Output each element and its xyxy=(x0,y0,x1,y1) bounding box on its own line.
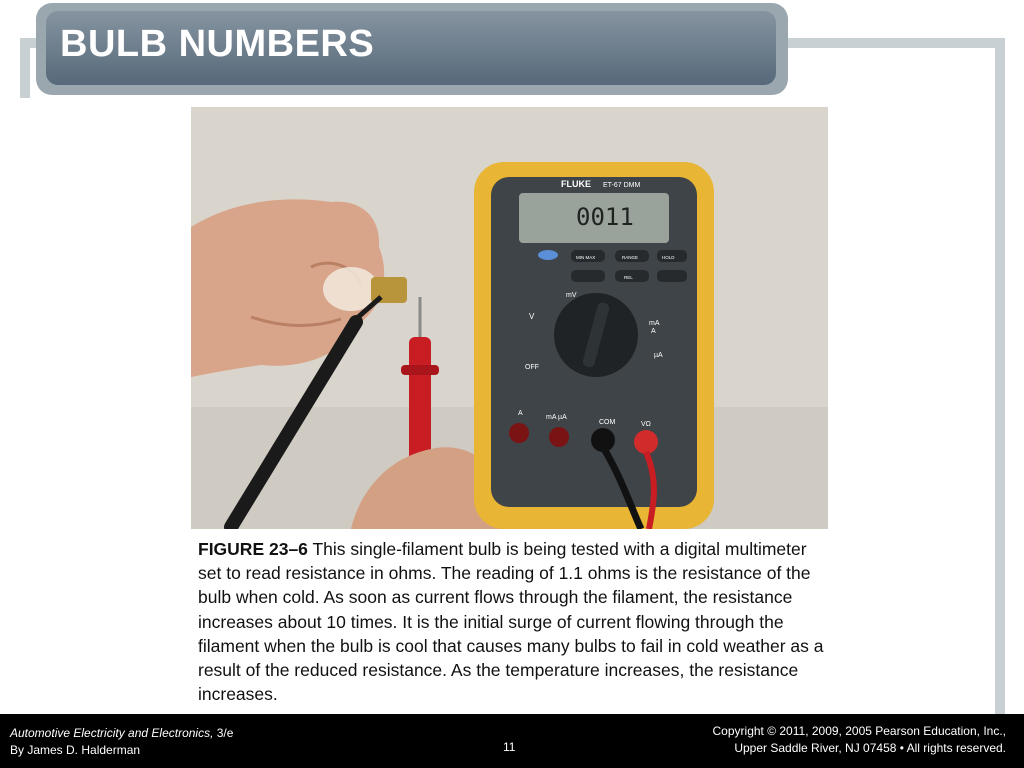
jack-vohm xyxy=(634,430,658,454)
jack-ma xyxy=(549,427,569,447)
slide-title: BULB NUMBERS xyxy=(60,23,375,65)
footer-page-number: 11 xyxy=(503,740,516,754)
footer-book-info xyxy=(10,725,233,759)
dial-ma-label: mA xyxy=(649,320,660,327)
figure-label: FIGURE 23–6 xyxy=(198,539,308,559)
dial-ua-label: µA xyxy=(654,352,663,359)
slide-frame-right xyxy=(995,38,1005,718)
dial-a-label: A xyxy=(651,328,656,335)
footer-book-title: Automotive Electricity and Electronics, xyxy=(10,726,214,740)
btn-hold-label: HOLD xyxy=(662,255,675,260)
footer-edition: 3/e xyxy=(213,726,234,740)
jack-a-label: A xyxy=(518,410,523,417)
figure-photo xyxy=(191,107,828,529)
footer-bar xyxy=(0,714,1024,768)
dial-v-label: V xyxy=(529,312,535,321)
btn-range-label: RANGE xyxy=(622,255,639,260)
jack-com-label: COM xyxy=(599,419,616,426)
dial-mv-label: mV xyxy=(566,292,577,299)
footer-author: By James D. Halderman xyxy=(10,743,141,757)
meter-brand: FLUKE xyxy=(561,179,591,189)
copyright-line-2: Upper Saddle River, NJ 07458 • All rights reserved. xyxy=(734,741,1006,755)
btn-rel-label: REL xyxy=(624,275,633,280)
jack-maua-label: mA µA xyxy=(546,414,567,421)
footer-copyright xyxy=(713,723,1006,757)
jack-a xyxy=(509,423,529,443)
figure-caption xyxy=(198,537,826,706)
slide-frame-left xyxy=(20,38,30,98)
meter-reading: 0011 xyxy=(576,203,634,231)
figure-caption-text: This single-filament bulb is being tested with a digital multimeter set to read resistance in ohms. The reading of 1.1 ohms is the resistance of the bulb when cold. As soon as current flows through the filament, the resistance increases about 10 times. It is the initial surge of current flowing through the filament when the bulb is cool that causes many bulbs to fail in cold weather as a result of the reduced resistance. As the temperature increases, the resistance increases. xyxy=(198,539,824,705)
meter-model: ET-67 DMM xyxy=(603,182,641,189)
dial-off-label: OFF xyxy=(525,364,539,371)
meter-blue-button xyxy=(538,250,558,260)
jack-vohm-label: VΩ xyxy=(641,421,651,428)
btn-minmax-label: MIN MAX xyxy=(576,255,596,260)
copyright-line-1: Copyright © 2011, 2009, 2005 Pearson Education, Inc., xyxy=(712,724,1006,738)
